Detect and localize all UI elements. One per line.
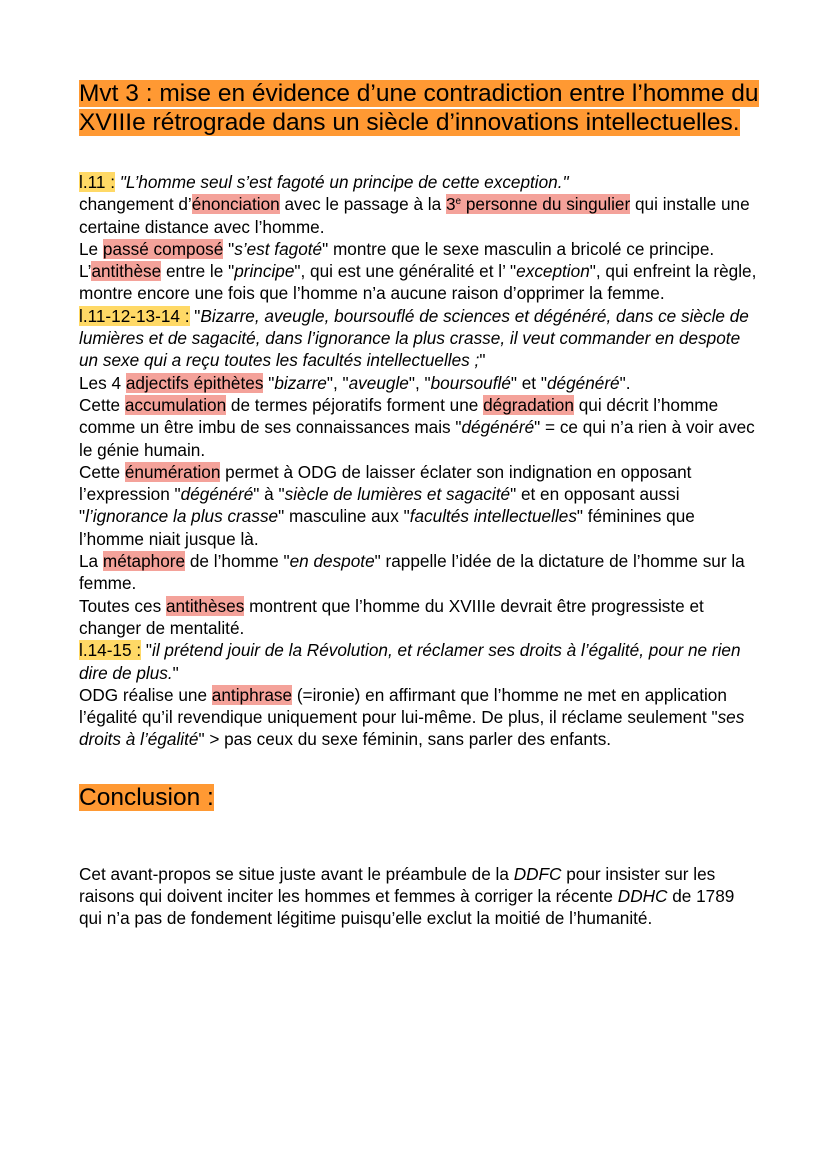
term-highlight: adjectifs épithètes xyxy=(125,372,264,393)
paragraph-antithese xyxy=(79,260,759,305)
quote: l’ignorance la plus crasse xyxy=(85,506,279,527)
paragraph-adjectifs xyxy=(79,372,759,394)
term-highlight: passé composé xyxy=(102,238,224,259)
section-heading-text: Mvt 3 : mise en évidence d’une contradiction entre l’homme du XVIIIe rétrograde dans un siècle d’innovations intellectuelles. xyxy=(79,80,759,136)
text: " xyxy=(172,662,179,683)
quote: Bizarre, aveugle, boursouflé de sciences et dégénéré, dans ce siècle de lumières et de sagacité, dans l’ignorance la plus crasse, il veut commander en despote un sexe qui a reçu toutes les facultés intellectuelles ; xyxy=(79,305,749,371)
paragraph-antitheses xyxy=(79,595,759,640)
text: entre le " xyxy=(161,261,235,282)
term-highlight xyxy=(446,194,630,214)
term-highlight: antithèses xyxy=(165,595,245,616)
quote: siècle de lumières et sagacité xyxy=(284,484,511,505)
analysis-body xyxy=(79,171,759,751)
text: ODG réalise une xyxy=(79,684,212,705)
quote: dégénéré xyxy=(546,372,620,393)
conclusion-heading xyxy=(79,783,759,813)
text: de termes péjoratifs forment une xyxy=(226,394,484,415)
text: qui décrit l’homme comme un être imbu de ses connaissances mais " xyxy=(79,394,719,438)
term-highlight: énumération xyxy=(124,461,221,482)
text: Les 4 xyxy=(79,372,126,393)
document-page xyxy=(79,79,759,947)
text: " rappelle l’idée de la dictature de l’homme sur la femme. xyxy=(79,551,745,594)
text: personne du singulier xyxy=(461,194,631,215)
quote: facultés intellectuelles xyxy=(409,506,577,527)
text: Cette xyxy=(79,394,125,415)
superscript: e xyxy=(455,196,462,208)
text: permet à ODG de laisser éclater son indignation en opposant l’expression " xyxy=(79,461,692,505)
quote: dégénéré xyxy=(461,417,535,438)
paragraph-l11 xyxy=(79,171,759,238)
paragraph-accumulation xyxy=(79,394,759,461)
quote: en despote xyxy=(289,551,375,572)
text: Cet avant-propos se situe juste avant le préambule de la xyxy=(79,863,514,884)
paragraph-enumeration xyxy=(79,461,759,550)
paragraph-passe-compose xyxy=(79,238,759,260)
text: ". xyxy=(619,372,631,393)
text: ", qui enfreint la règle, montre encore une fois que l’homme n’a aucune raison d’opprimer la femme. xyxy=(79,261,757,304)
text: " > pas ceux du sexe féminin, sans parler des enfants. xyxy=(198,729,612,750)
text: Cette xyxy=(79,461,125,482)
text: ", qui est une généralité et l’ " xyxy=(294,261,517,282)
quote: boursouflé xyxy=(430,372,511,393)
text: " et " xyxy=(510,372,547,393)
quote: ses droits à l’égalité xyxy=(79,707,745,750)
text: (=ironie) en affirmant que l’homme ne met en application l’égalité qu’il revendique uniquement pour lui-même. De plus, il réclame seulement " xyxy=(79,684,727,728)
text: La xyxy=(79,551,103,572)
line-reference: l.14-15 : xyxy=(79,640,142,661)
term-highlight: antiphrase xyxy=(211,684,293,705)
text: montrent que l’homme du XVIIIe devrait être progressiste et changer de mentalité. xyxy=(79,595,704,638)
text: " féminines que l’homme niait jusque là. xyxy=(79,506,695,549)
text: de l’homme " xyxy=(185,551,290,572)
text: Toutes ces xyxy=(79,595,166,616)
term-highlight: antithèse xyxy=(91,261,162,282)
conclusion-heading-text: Conclusion : xyxy=(79,783,214,811)
quote: bizarre xyxy=(274,372,327,393)
text: pour insister sur les raisons qui doivent inciter les hommes et femmes à corriger la récente xyxy=(79,863,716,907)
text: ", " xyxy=(326,372,349,393)
line-reference: l.11 : xyxy=(79,172,115,192)
text: " à " xyxy=(253,484,285,505)
section-heading xyxy=(79,79,759,137)
acronym: DDFC xyxy=(513,863,562,884)
acronym: DDHC xyxy=(617,886,668,907)
quote: dégénéré xyxy=(180,484,254,505)
quote: s’est fagoté xyxy=(234,238,323,259)
text: L’ xyxy=(79,261,92,282)
quote: aveugle xyxy=(348,372,409,393)
text: " xyxy=(263,372,275,393)
paragraph-metaphore xyxy=(79,550,759,595)
text: de 1789 qui n’a pas de fondement légitime puisqu’elle exclut la moitié de l’humanité. xyxy=(79,886,735,929)
text: 3 xyxy=(445,194,456,215)
text: avec le passage à la xyxy=(279,194,446,215)
term-highlight: accumulation xyxy=(124,394,227,415)
text: qui installe une certaine distance avec l’homme. xyxy=(79,194,750,237)
quote: principe xyxy=(234,261,295,282)
paragraph-l14-15 xyxy=(79,639,759,684)
quote: "L’homme seul s’est fagoté un principe de cette exception." xyxy=(119,172,569,192)
conclusion-paragraph xyxy=(79,863,759,930)
text: " masculine aux " xyxy=(278,506,410,527)
text: " = ce qui n’a rien à voir avec le génie humain. xyxy=(79,417,755,460)
quote: il prétend jouir de la Révolution, et réclamer ses droits à l’égalité, pour ne rien dire de plus. xyxy=(79,640,741,683)
text: " xyxy=(479,350,486,371)
line-reference: l.11-12-13-14 : xyxy=(79,305,190,326)
text: " xyxy=(141,640,152,661)
paragraph-antiphrase xyxy=(79,684,759,751)
text: " xyxy=(223,238,235,259)
quote: exception xyxy=(516,261,590,282)
term-highlight: énonciation xyxy=(191,194,280,215)
text: " et en opposant aussi " xyxy=(79,484,680,527)
text: " montre que le sexe masculin a bricolé ce principe. xyxy=(322,238,715,259)
text: changement d’ xyxy=(79,194,192,215)
term-highlight: métaphore xyxy=(102,551,186,572)
text: " xyxy=(189,305,201,326)
text: Le xyxy=(79,238,103,259)
term-highlight: dégradation xyxy=(483,394,574,415)
paragraph-l11-14 xyxy=(79,305,759,372)
text: ", " xyxy=(408,372,431,393)
